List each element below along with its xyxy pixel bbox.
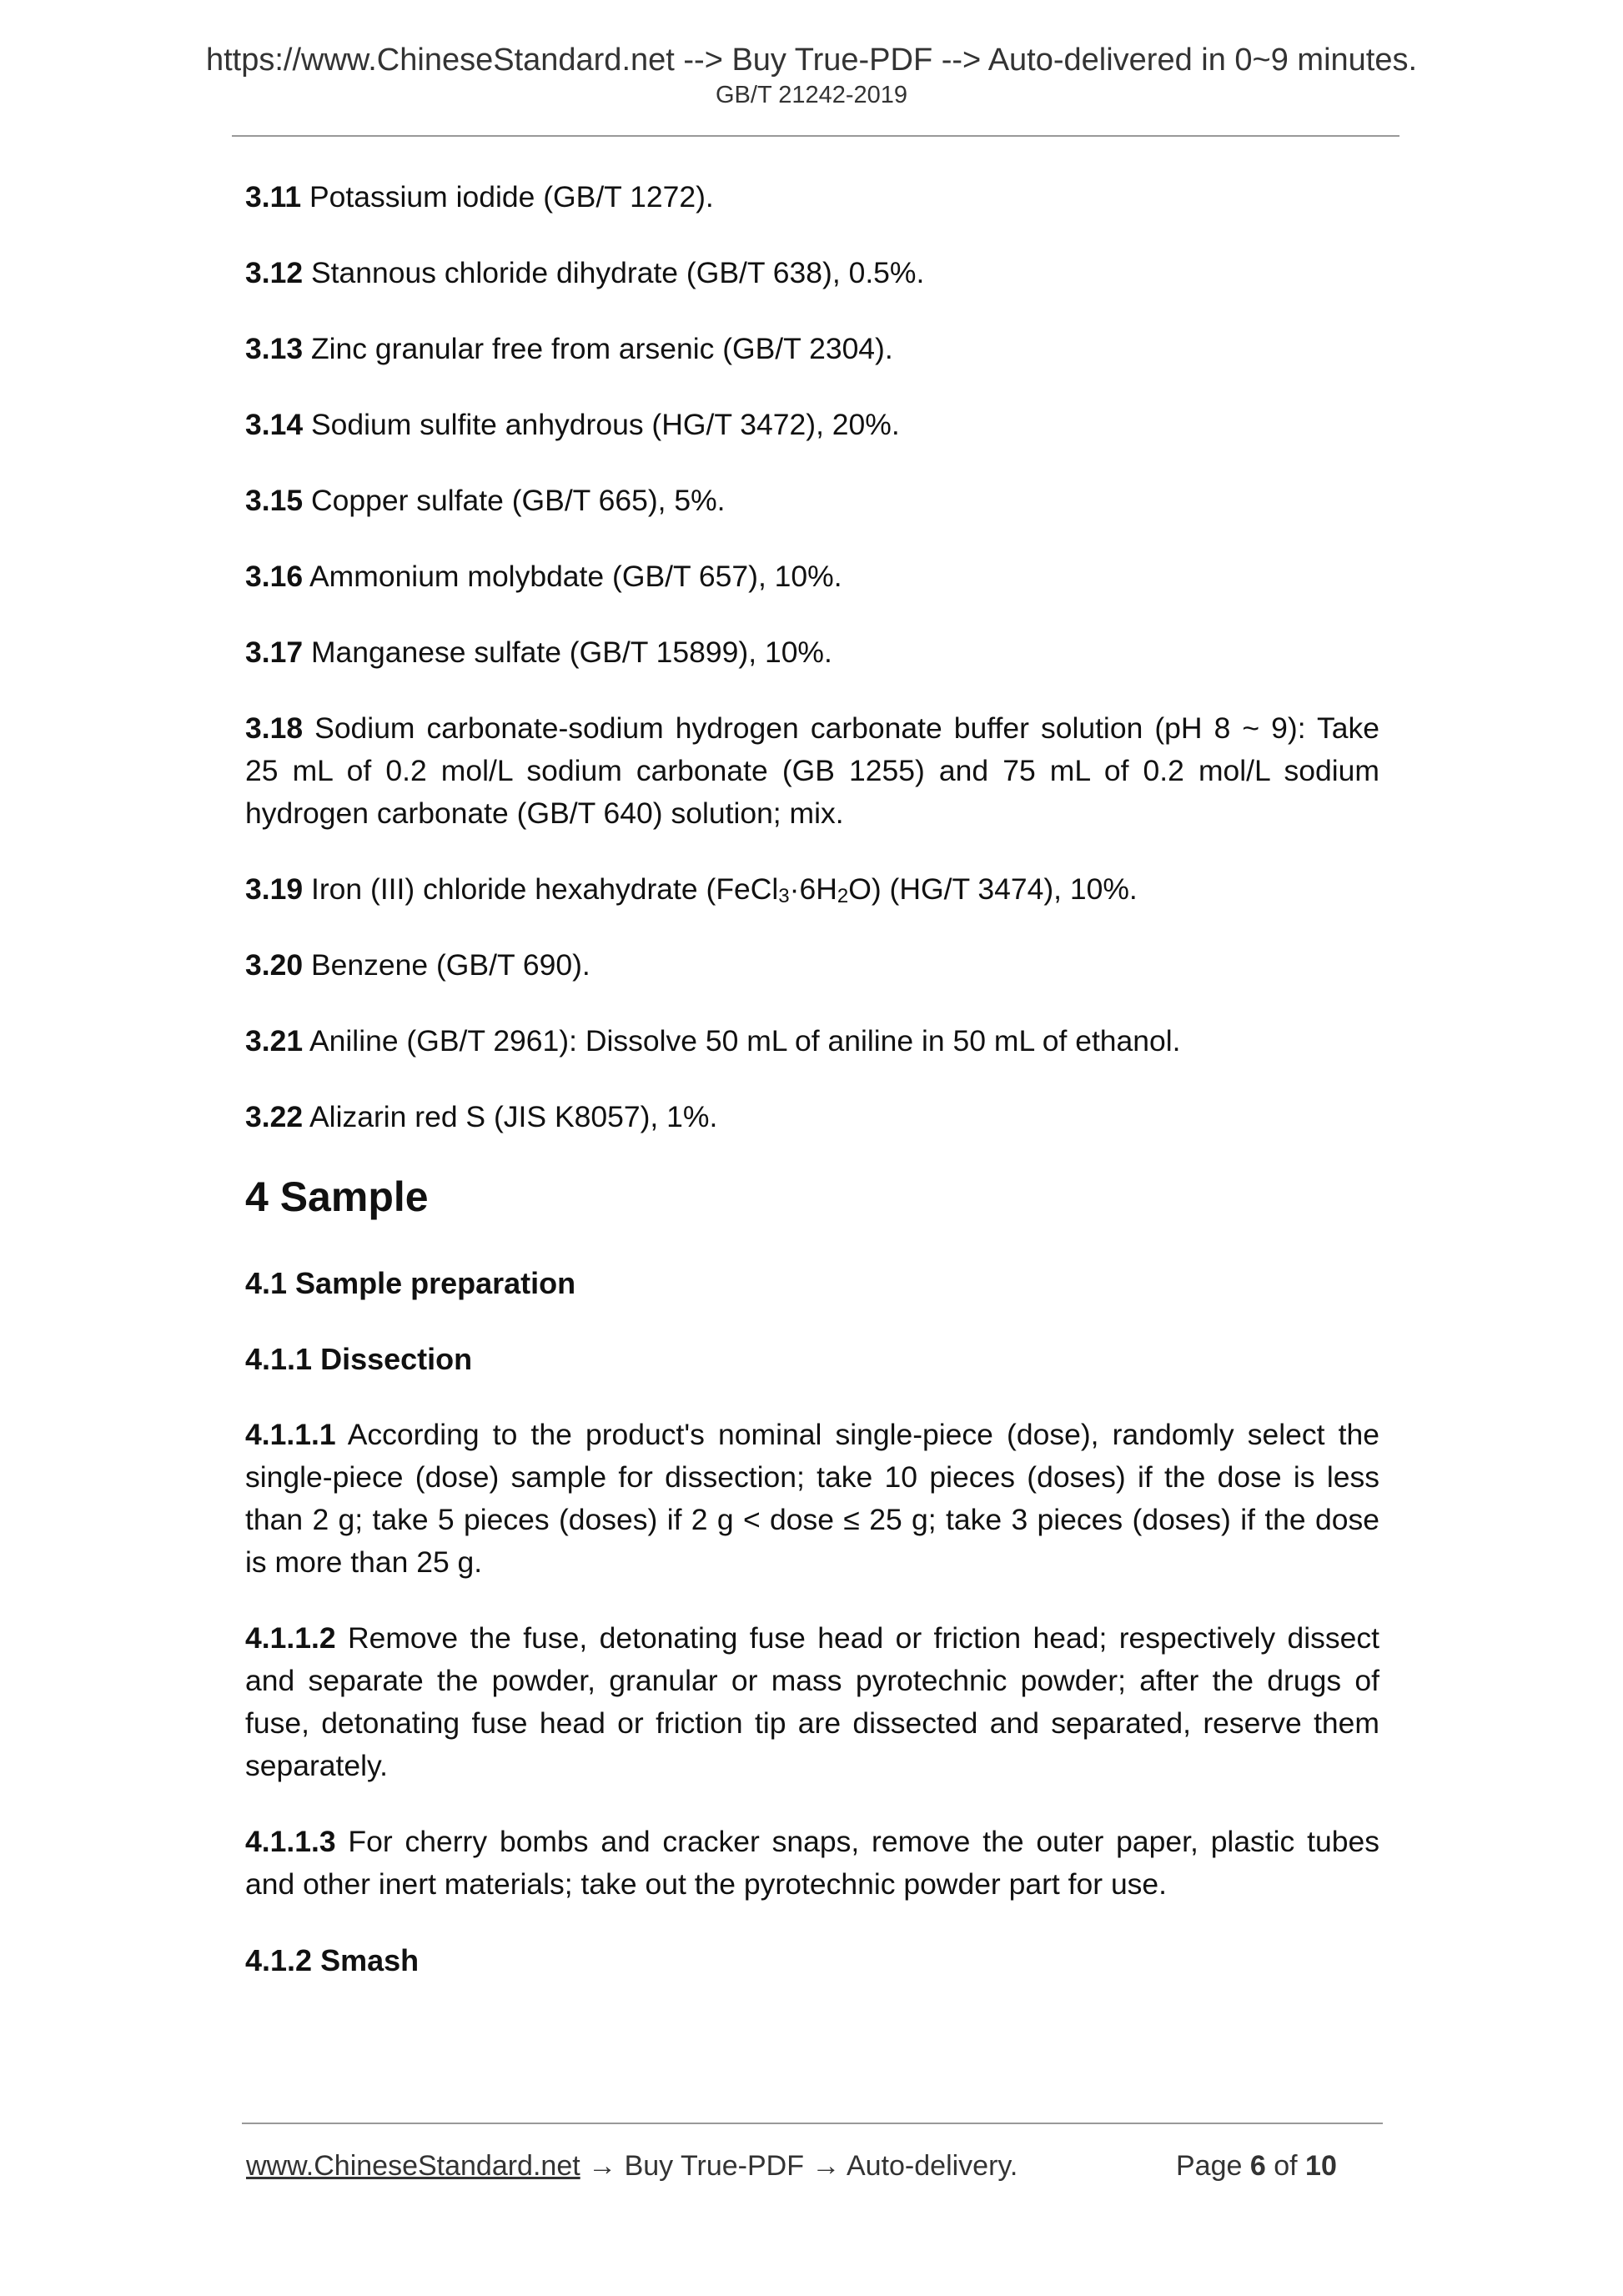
- clause-3-18: 3.18 Sodium carbonate-sodium hydrogen carbonate buffer solution (pH 8 ~ 9): Take 25 mL of 0.2 mol/L sodium carbonate (GB 1255) and 75 mL of 0.2 mol/L sodium hydrogen carbonate (GB/T 640) solution; mix.: [245, 711, 1379, 830]
- clause-3-16: 3.16 Ammonium molybdate (GB/T 657), 10%.: [245, 560, 842, 593]
- clause-3-13: 3.13 Zinc granular free from arsenic (GB/T 2304).: [245, 332, 893, 365]
- clause-3-19: 3.19 Iron (III) chloride hexahydrate $(FeCl_3\cdot 6H_2O)$ (HG/T 3474), 10%.: [245, 872, 1138, 907]
- doc-code: GB/T 21242-2019: [715, 82, 908, 108]
- page-indicator: Page 6 of 10: [1176, 2150, 1337, 2182]
- header-divider: [232, 135, 1399, 137]
- clause-3-15: 3.15 Copper sulfate (GB/T 665), 5%.: [245, 484, 726, 517]
- clause-3-11: 3.11 Potassium iodide (GB/T 1272).: [245, 180, 714, 214]
- page-footer: [246, 2149, 1380, 2183]
- clause-3-12: 3.12 Stannous chloride dihydrate (GB/T 638), 0.5%.: [245, 256, 925, 289]
- clause-3-20: 3.20 Benzene (GB/T 690).: [245, 948, 590, 982]
- footer-link[interactable]: www.ChineseStandard.net: [246, 2150, 580, 2182]
- section-4-heading: 4 Sample: [245, 1173, 429, 1220]
- document-body: [245, 176, 1379, 2015]
- footer-suffix: → Buy True-PDF → Auto-delivery.: [580, 2150, 1018, 2182]
- clause-3-14: 3.14 Sodium sulfite anhydrous (HG/T 3472), 20%.: [245, 408, 900, 441]
- clause-4-1-1-2: 4.1.1.2 Remove the fuse, detonating fuse head or friction head; respectively dissect and separate the powder, granular or mass pyrotechnic powder; after the drugs of fuse, detonating fuse head or friction tip are dissected and separated, reserve them separately.: [245, 1621, 1379, 1782]
- clause-3-22: 3.22 Alizarin red S (JIS K8057), 1%.: [245, 1100, 718, 1133]
- clause-4-1-1-1: 4.1.1.1 According to the product's nominal single-piece (dose), randomly select the single-piece (dose) sample for dissection; take 10 pieces (doses) if the dose is less than 2 g; take 5 pieces (doses) if 2 g < dose ≤ 25 g; take 3 pieces (doses) if the dose is more than 25 g.: [245, 1418, 1379, 1579]
- section-4-1-heading: 4.1 Sample preparation: [245, 1266, 576, 1300]
- section-4-1-1-heading: 4.1.1 Dissection: [245, 1342, 473, 1376]
- clause-4-1-1-3: 4.1.1.3 For cherry bombs and cracker snaps, remove the outer paper, plastic tubes and other inert materials; take out the pyrotechnic powder part for use.: [245, 1825, 1379, 1901]
- clause-3-21: 3.21 Aniline (GB/T 2961): Dissolve 50 mL of aniline in 50 mL of ethanol.: [245, 1024, 1181, 1058]
- footer-divider: [242, 2123, 1383, 2124]
- section-4-1-2-heading: 4.1.2 Smash: [245, 1943, 420, 1977]
- clause-3-17: 3.17 Manganese sulfate (GB/T 15899), 10%.: [245, 636, 832, 669]
- top-banner: https://www.ChineseStandard.net --> Buy True-PDF --> Auto-delivered in 0~9 minutes.: [205, 43, 1418, 78]
